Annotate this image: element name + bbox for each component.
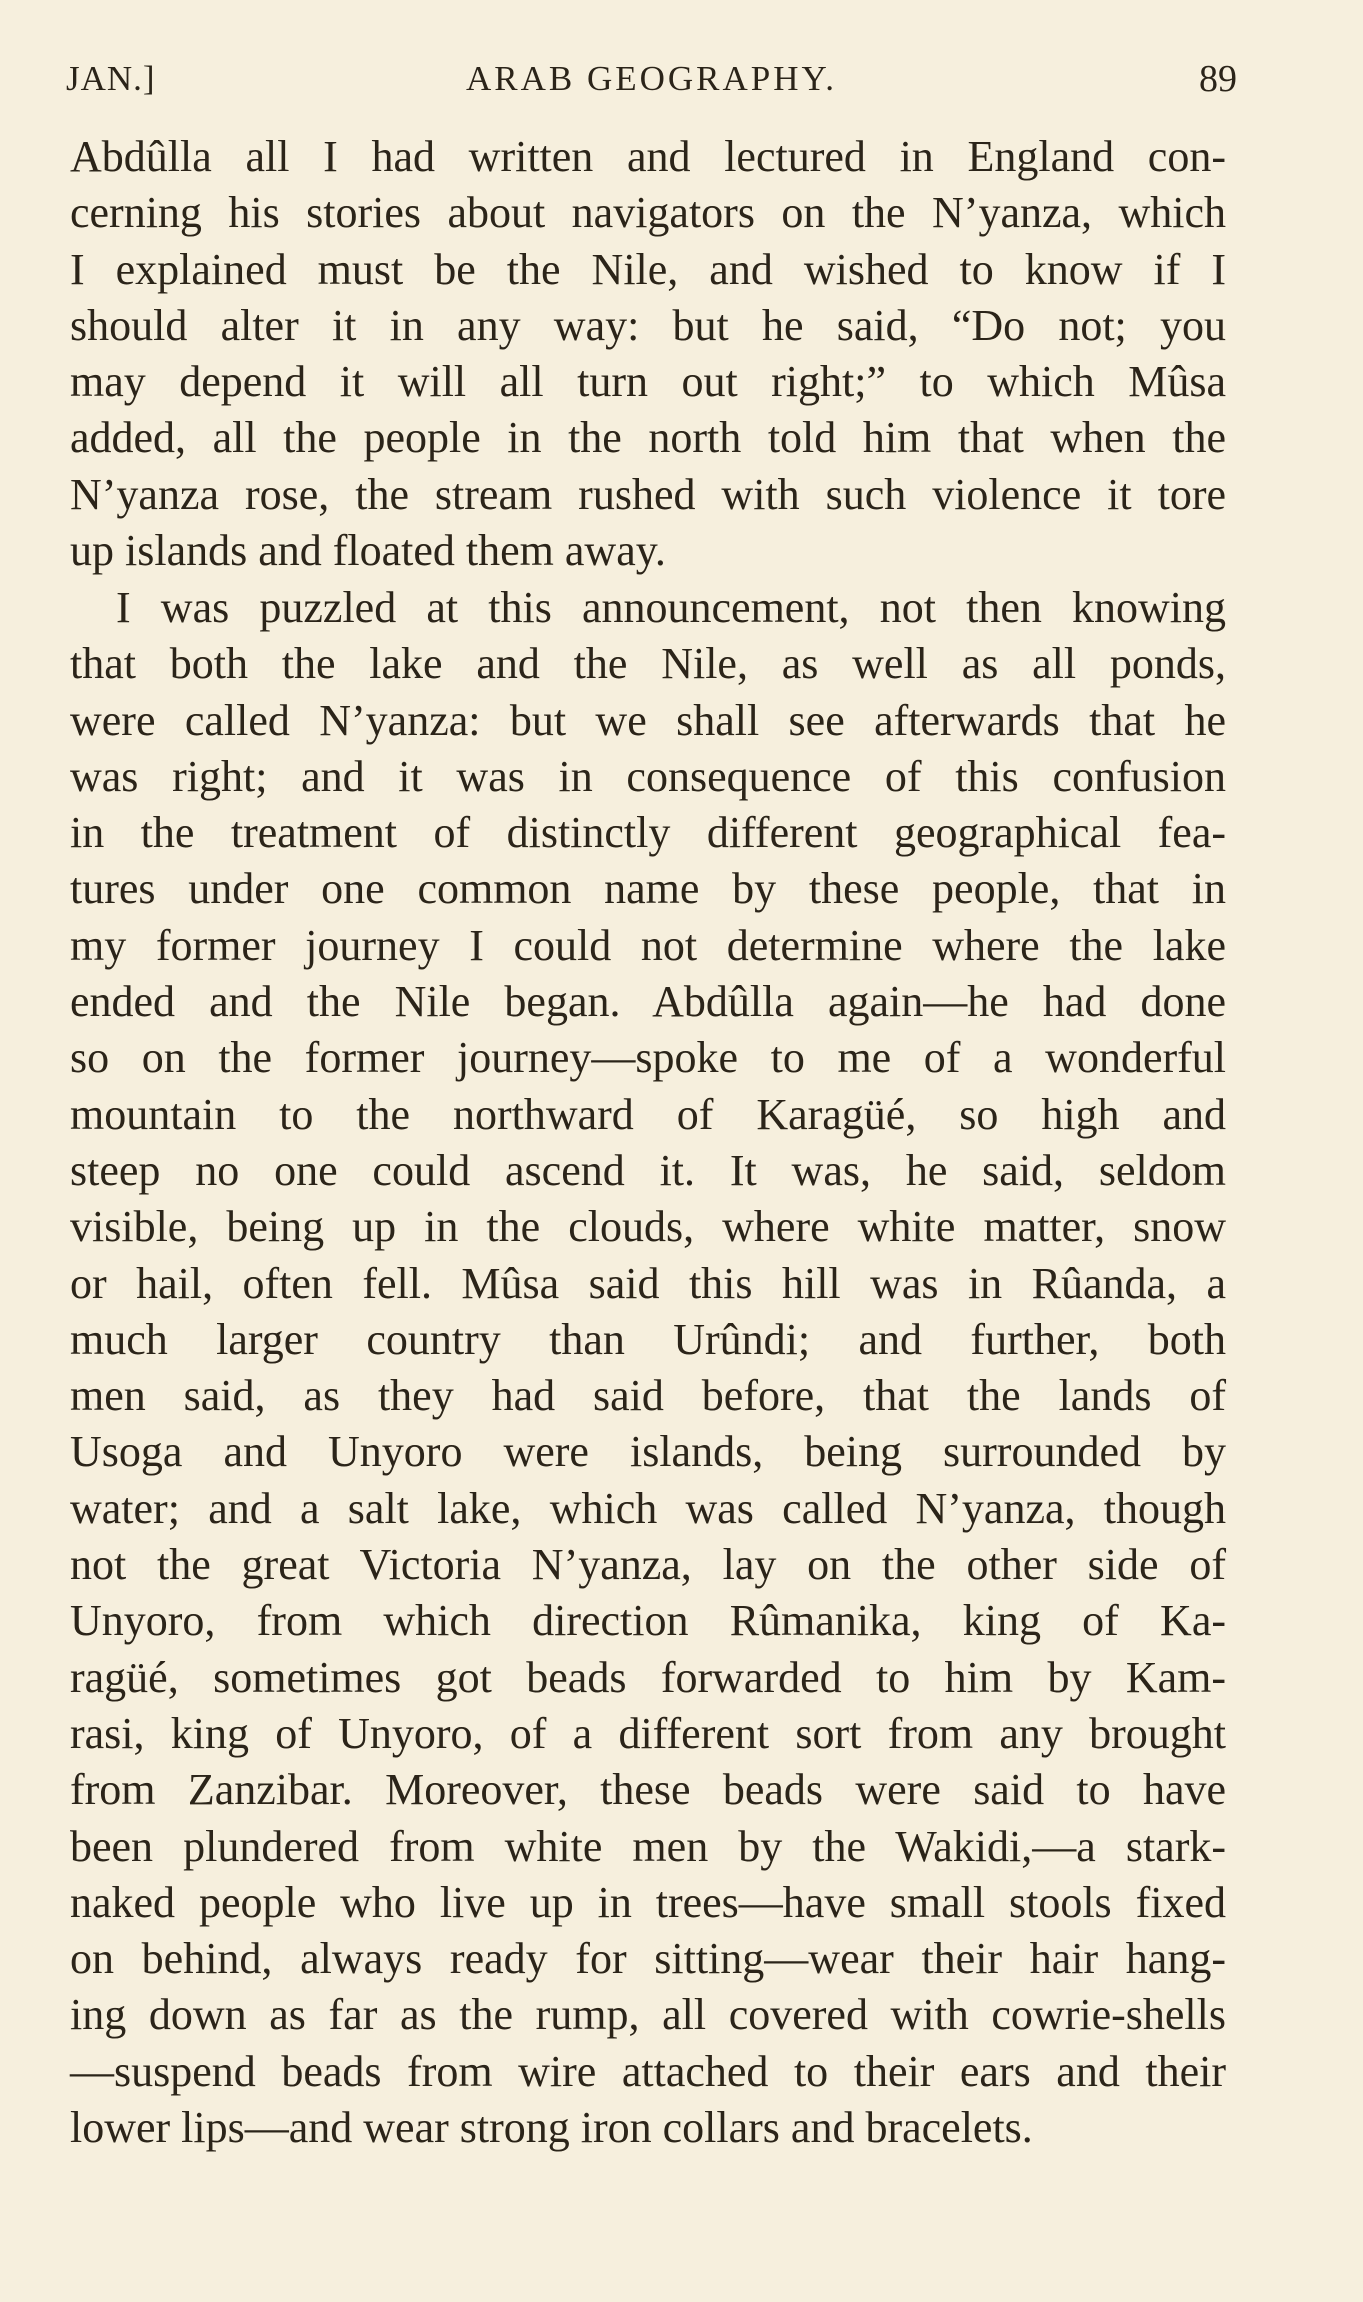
text-line: from Zanzibar. Moreover, these beads were said to have — [70, 1765, 1226, 1815]
text-line: on behind, always ready for sitting—wear their hair hang- — [70, 1934, 1226, 1984]
text-line: up islands and floated them away. — [70, 526, 666, 576]
text-line: not the great Victoria N’yanza, lay on the other side of — [70, 1540, 1226, 1590]
text-line: I was puzzled at this announcement, not then knowing — [116, 583, 1226, 632]
text-line: were called N’yanza: but we shall see afterwards that he — [70, 695, 1226, 745]
text-line: cerning his stories about navigators on the N’yanza, which — [70, 188, 1226, 238]
text-line: visible, being up in the clouds, where white matter, snow — [70, 1202, 1226, 1252]
running-header — [66, 54, 1237, 104]
text-line: that both the lake and the Nile, as well as all ponds, — [70, 639, 1226, 689]
text-line: much larger country than Urûndi; and further, both — [70, 1314, 1226, 1364]
text-line: ragüé, sometimes got beads forwarded to him by Kam- — [70, 1652, 1226, 1702]
text-line: added, all the people in the north told him that when the — [70, 413, 1226, 463]
text-line: rasi, king of Unyoro, of a different sort from any brought — [70, 1708, 1226, 1758]
text-line: my former journey I could not determine where the lake — [70, 920, 1226, 970]
text-line: ended and the Nile began. Abdûlla again—he had done — [70, 977, 1226, 1027]
text-line: N’yanza rose, the stream rushed with such violence it tore — [70, 469, 1226, 519]
text-line: tures under one common name by these people, that in — [70, 864, 1226, 914]
text-line: Usoga and Unyoro were islands, being surrounded by — [70, 1427, 1226, 1477]
text-line: or hail, often fell. Mûsa said this hill was in Rûanda, a — [70, 1258, 1226, 1308]
text-line: should alter it in any way: but he said, “Do not; you — [70, 300, 1226, 350]
text-line: in the treatment of distinctly different geographical fea- — [70, 808, 1226, 858]
page-number: 89 — [1199, 58, 1237, 100]
text-line: mountain to the northward of Karagüé, so high and — [70, 1089, 1226, 1139]
text-line: I explained must be the Nile, and wished to know if I — [70, 244, 1226, 294]
text-line: ing down as far as the rump, all covered with cowrie-shells — [70, 1990, 1226, 2040]
text-line: been plundered from white men by the Wakidi,—a stark- — [70, 1821, 1226, 1871]
text-line: Abdûlla all I had written and lectured in England con- — [70, 132, 1226, 181]
running-header-title: ARAB GEOGRAPHY. — [465, 59, 838, 98]
paragraph-2 — [70, 580, 1226, 2156]
text-line: Unyoro, from which direction Rûmanika, king of Ka- — [70, 1596, 1226, 1646]
text-line: may depend it will all turn out right;” to which Mûsa — [70, 357, 1226, 407]
text-line: was right; and it was in consequence of this confusion — [70, 751, 1226, 801]
text-line: naked people who live up in trees—have small stools fixed — [70, 1877, 1226, 1927]
running-header-month: JAN.] — [66, 59, 156, 98]
paragraph-1 — [70, 129, 1226, 579]
text-line: so on the former journey—spoke to me of a wonderful — [70, 1033, 1226, 1083]
text-line: water; and a salt lake, which was called N’yanza, though — [70, 1483, 1226, 1533]
text-line: —suspend beads from wire attached to their ears and their — [70, 2046, 1226, 2096]
text-line: men said, as they had said before, that the lands of — [70, 1371, 1226, 1421]
text-line: steep no one could ascend it. It was, he said, seldom — [70, 1145, 1226, 1195]
text-line: lower lips—and wear strong iron collars and bracelets. — [70, 2103, 1033, 2153]
